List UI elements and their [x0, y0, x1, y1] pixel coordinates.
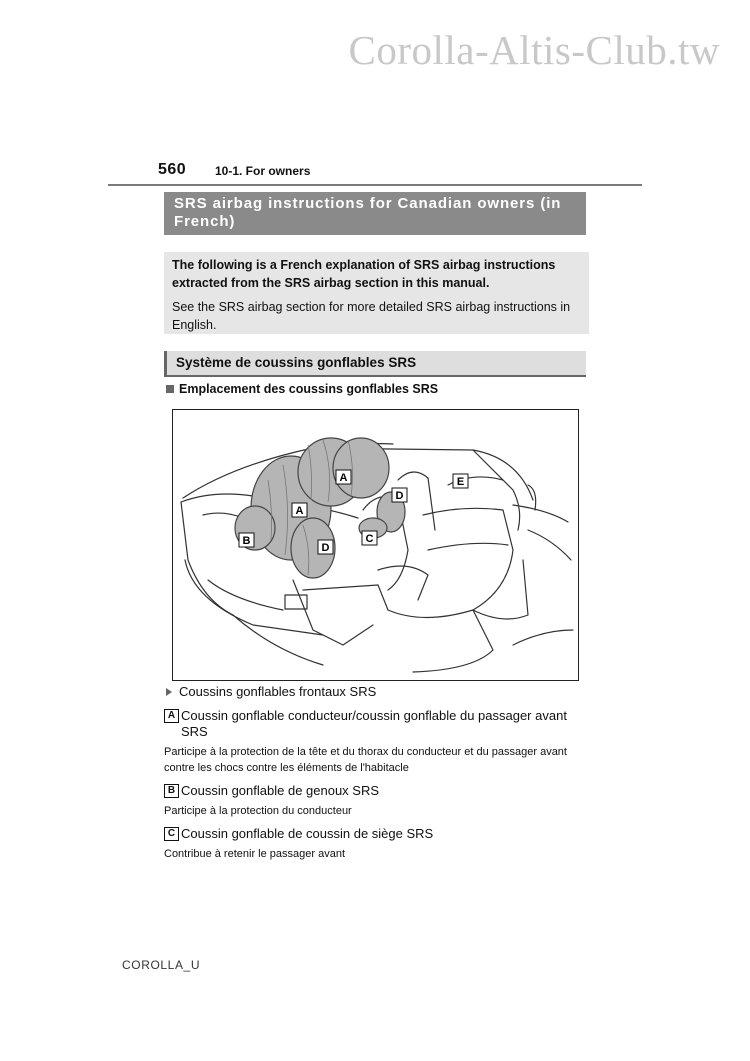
- page-header: [108, 158, 642, 186]
- figure-label-e: [453, 474, 468, 488]
- group-title-text: Coussins gonflables frontaux SRS: [179, 684, 377, 699]
- triangle-arrow-icon: [166, 688, 172, 696]
- footer-model-code: COROLLA_U: [122, 958, 201, 972]
- figure-label-d-upper: [392, 488, 407, 502]
- sub-heading: [166, 382, 438, 396]
- label-badge-c: C: [164, 827, 179, 841]
- entry-title: Coussin gonflable de genoux SRS: [181, 783, 380, 798]
- car-interior-illustration: [173, 410, 577, 679]
- figure-label-a-upper: [336, 470, 351, 484]
- figure-label-c: [362, 531, 377, 545]
- svg-text:B: B: [242, 535, 251, 547]
- entry-description: Contribue à retenir le passager avant: [164, 848, 345, 860]
- section-heading: Système de coussins gonflables SRS: [164, 351, 586, 377]
- svg-text:E: E: [456, 476, 465, 488]
- airbag-location-figure: [172, 409, 579, 681]
- entry-description: Participe à la protection du conducteur: [164, 805, 352, 817]
- watermark: Corolla-Altis-Club.tw: [348, 27, 720, 73]
- square-bullet-icon: [166, 385, 174, 393]
- figure-label-d-lower: [318, 540, 333, 554]
- group-title: [164, 683, 594, 701]
- svg-text:A: A: [295, 505, 304, 517]
- page-number: 560: [158, 161, 187, 178]
- svg-text:A: A: [339, 472, 348, 484]
- list-item: [164, 783, 594, 819]
- list-item: [164, 708, 594, 776]
- entry-title: Coussin gonflable de coussin de siège SRS: [181, 826, 434, 841]
- label-badge-b: B: [164, 784, 179, 798]
- label-badge-a: A: [164, 709, 179, 723]
- svg-text:D: D: [395, 490, 404, 502]
- sub-heading-text: Emplacement des coussins gonflables SRS: [179, 382, 439, 396]
- entry-title: Coussin gonflable conducteur/coussin gonflable du passager avant SRS: [181, 708, 567, 739]
- figure-label-a-lower: [292, 503, 307, 517]
- figure-label-b: [239, 533, 254, 547]
- intro-bold-text: The following is a French explanation of SRS airbag instructions extracted from the SRS airbag section in this manual.: [172, 258, 556, 290]
- svg-text:C: C: [365, 533, 374, 545]
- section-reference: 10-1. For owners: [215, 164, 311, 178]
- list-item: [164, 826, 594, 862]
- airbag-list: [164, 683, 594, 862]
- title-banner: SRS airbag instructions for Canadian owners (in French): [164, 192, 586, 235]
- entry-description: Participe à la protection de la tête et du thorax du conducteur et du passager avant contre les chocs contre les éléments de l'habitacle: [164, 746, 567, 774]
- intro-box: [164, 252, 589, 334]
- intro-normal-text: See the SRS airbag section for more detailed SRS airbag instructions in English.: [172, 300, 571, 332]
- svg-text:D: D: [321, 542, 330, 554]
